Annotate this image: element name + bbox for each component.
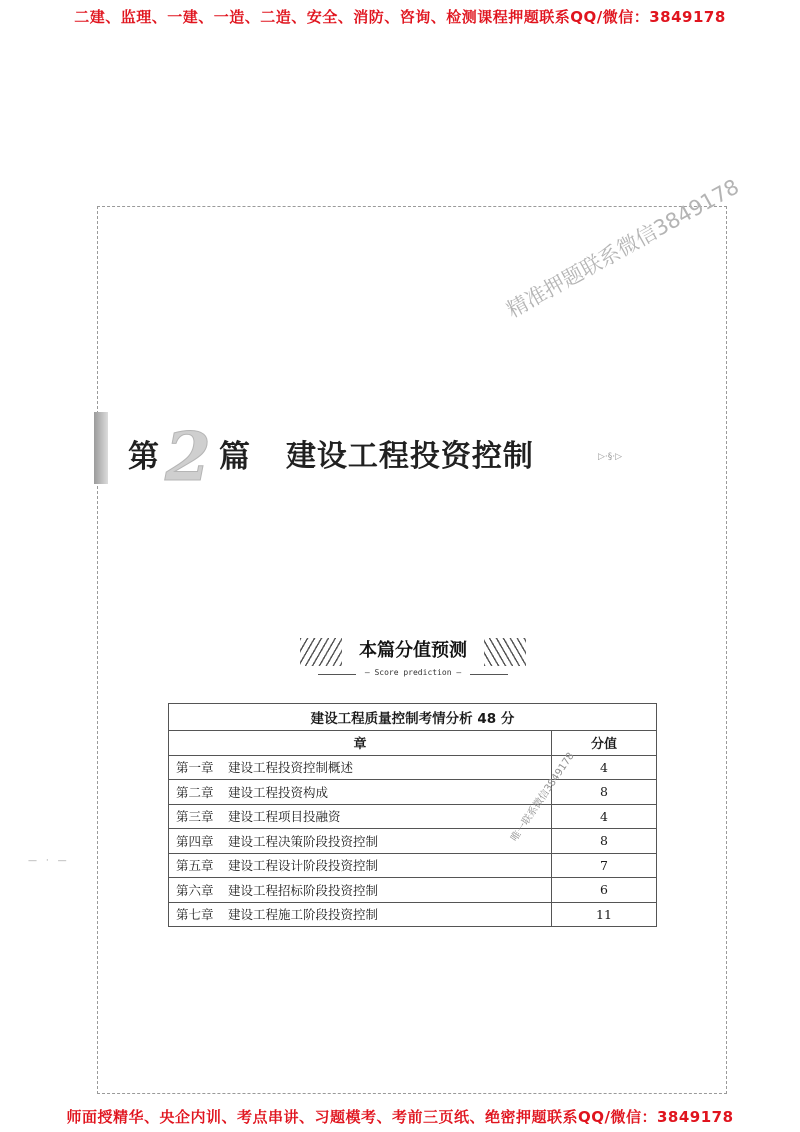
diagonal-watermark: 精准押题联系微信3849178	[502, 174, 744, 323]
score-section-subtitle: — Score prediction —	[364, 668, 462, 677]
score-prediction-header	[298, 630, 528, 682]
header-score: 分值	[552, 731, 657, 756]
chapter-number: 第四章	[176, 833, 214, 849]
header-chapter: 章	[169, 731, 552, 756]
chapter-title: 建设工程决策阶段投资控制	[228, 833, 379, 849]
chapter-title: 建设工程施工阶段投资控制	[228, 907, 379, 923]
part-name: 建设工程投资控制	[285, 439, 534, 474]
binding-shadow	[94, 412, 108, 484]
chapter-title: 建设工程项目投融资	[228, 809, 341, 825]
bottom-promo-banner: 师面授精华、央企内训、考点串讲、习题模考、考前三页纸、绝密押题联系QQ/微信：3849178	[66, 1108, 734, 1126]
chapter-number: 第一章	[176, 760, 214, 776]
score-cell: 4	[552, 755, 657, 780]
chapter-title: 建设工程投资控制概述	[228, 760, 354, 776]
chapter-cell	[169, 829, 552, 854]
table-row	[169, 878, 657, 903]
chapter-cell	[169, 780, 552, 805]
score-cell: 6	[552, 878, 657, 903]
score-table	[168, 703, 657, 927]
score-cell: 4	[552, 804, 657, 829]
page-marker: ▷·§·▷	[598, 452, 623, 462]
chapter-cell	[169, 878, 552, 903]
table-watermark: 唯一联系微信3849178	[509, 750, 577, 844]
table-row	[169, 755, 657, 780]
table-row	[169, 804, 657, 829]
chapter-title: 建设工程招标阶段投资控制	[228, 882, 379, 898]
chapter-number: 第六章	[176, 882, 214, 898]
score-cell: 8	[552, 780, 657, 805]
table-body	[169, 755, 657, 927]
part-number: 2	[165, 418, 211, 496]
chapter-title: 建设工程投资构成	[228, 784, 329, 800]
score-cell: 7	[552, 853, 657, 878]
chapter-number: 第二章	[176, 784, 214, 800]
table-row	[169, 853, 657, 878]
chapter-number: 第三章	[176, 809, 214, 825]
chapter-cell	[169, 804, 552, 829]
table-row	[169, 829, 657, 854]
part-suffix: 篇	[218, 438, 250, 475]
part-prefix: 第	[128, 438, 159, 475]
chapter-number: 第五章	[176, 858, 214, 874]
top-promo-banner: 二建、监理、一建、一造、二造、安全、消防、咨询、检测课程押题联系QQ/微信：3849178	[74, 8, 726, 26]
chapter-cell	[169, 902, 552, 927]
score-cell: 11	[552, 902, 657, 927]
chapter-cell	[169, 853, 552, 878]
part-heading	[128, 418, 534, 496]
table-caption: 建设工程质量控制考情分析 48 分	[169, 704, 657, 731]
chapter-cell	[169, 755, 552, 780]
table-row	[169, 902, 657, 927]
chapter-number: 第七章	[176, 907, 214, 923]
margin-dash: — · —	[28, 856, 70, 866]
table-row	[169, 780, 657, 805]
chapter-title: 建设工程设计阶段投资控制	[228, 858, 379, 874]
score-cell: 8	[552, 829, 657, 854]
score-section-title: 本篇分值预测	[359, 640, 467, 661]
